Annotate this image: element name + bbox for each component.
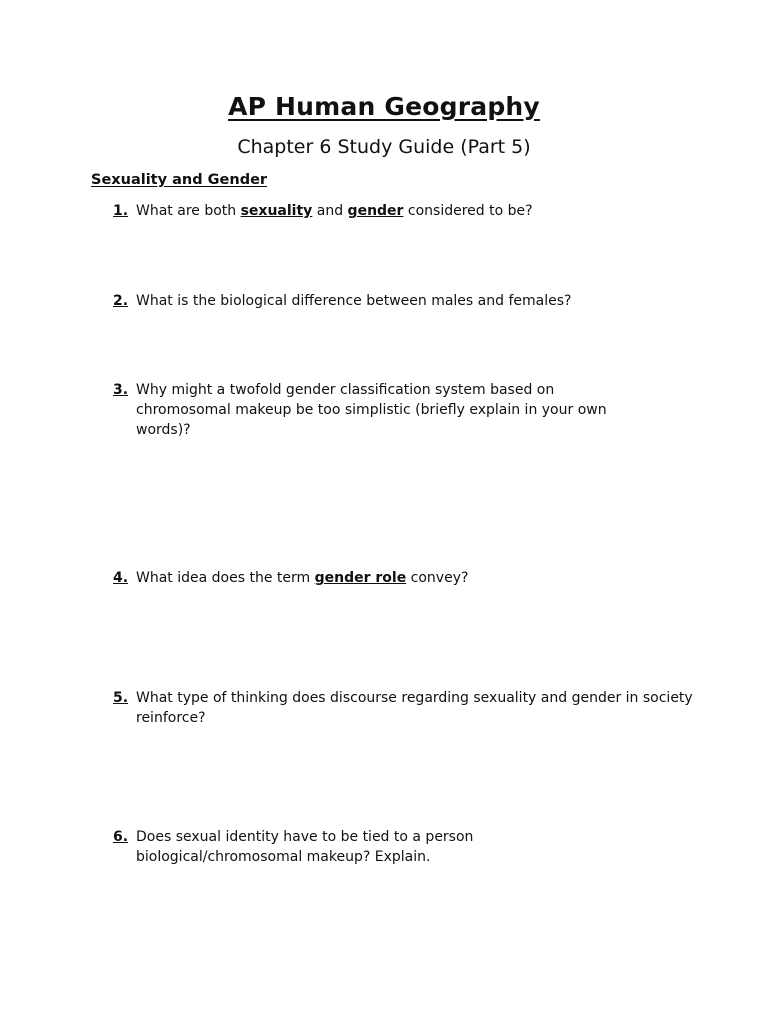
- question-number: 4.: [113, 570, 129, 586]
- question-number: 6.: [113, 829, 129, 845]
- question-text: What type of thinking does discourse regarding sexuality and gender in society reinforce?: [136, 690, 693, 726]
- question-1: [113, 201, 693, 221]
- question-text: Does sexual identity have to be tied to a person biological/chromosomal makeup? Explain.: [136, 829, 474, 865]
- question-text-part: and: [312, 203, 348, 219]
- question-5: [113, 688, 693, 728]
- page-title: AP Human Geography: [228, 92, 540, 121]
- question-text: [136, 201, 693, 221]
- question-number: 1.: [113, 203, 129, 219]
- question-number: 5.: [113, 690, 129, 706]
- question-text-part: considered to be?: [403, 203, 533, 219]
- question-text: What is the biological difference between males and females?: [136, 293, 572, 309]
- question-6: [113, 827, 533, 867]
- section-heading: Sexuality and Gender: [91, 172, 268, 188]
- question-text: [136, 568, 693, 588]
- key-term-gender-role: gender role: [314, 570, 407, 586]
- question-text-part: What idea does the term: [136, 570, 315, 586]
- question-text-part: What are both: [136, 203, 241, 219]
- question-number: 2.: [113, 293, 129, 309]
- question-text-part: convey?: [406, 570, 469, 586]
- question-text: Why might a twofold gender classification system based on chromosomal makeup be too simplistic (briefly explain in your own words)?: [136, 382, 607, 438]
- key-term-gender: gender: [347, 203, 404, 219]
- page-subtitle: Chapter 6 Study Guide (Part 5): [237, 136, 531, 158]
- key-term-sexuality: sexuality: [240, 203, 313, 219]
- question-3: [113, 380, 653, 440]
- question-number: 3.: [113, 382, 129, 398]
- question-2: [113, 291, 693, 311]
- question-4: [113, 568, 693, 588]
